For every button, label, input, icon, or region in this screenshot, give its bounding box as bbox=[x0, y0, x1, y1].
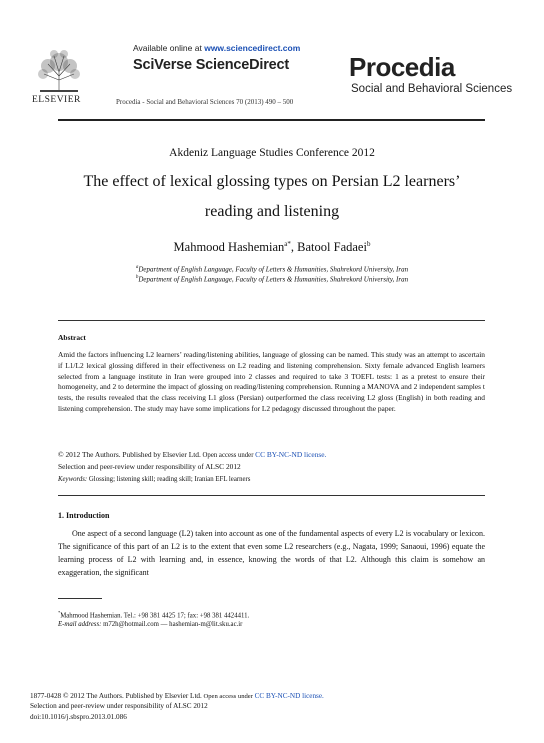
affiliation-a bbox=[0, 265, 544, 273]
copyright-notice bbox=[58, 450, 326, 473]
article-title-line-1: The effect of lexical glossing types on Persian L2 learners’ bbox=[83, 173, 461, 190]
footer-peer-review: Selection and peer-review under responsibility of ALSC 2012 bbox=[30, 702, 208, 710]
peer-review-text: Selection and peer-review under responsibility of ALSC 2012 bbox=[58, 461, 241, 471]
affiliation-b bbox=[0, 275, 544, 283]
section-heading: 1. Introduction bbox=[58, 511, 110, 520]
author-list bbox=[0, 240, 544, 255]
footnote-email bbox=[58, 621, 242, 628]
author-name: Mahmood Hashemian bbox=[173, 240, 285, 255]
procedia-subtitle: Social and Behavioral Sciences bbox=[351, 83, 513, 95]
footer-copyright: 1877-0428 © 2012 The Authors. Published by Elsevier Ltd. bbox=[30, 692, 202, 700]
keywords bbox=[58, 476, 250, 483]
procedia-logo: Procedia bbox=[349, 52, 455, 82]
footer-license-link[interactable]: CC BY-NC-ND license. bbox=[254, 692, 324, 700]
elsevier-wordmark: ELSEVIER bbox=[32, 95, 81, 105]
abstract-body: Amid the factors influencing L2 learners’ reading/listening abilities, language of glossing can be named. This study was an attempt to ascertain if L1/L2 lexical glossing differed in their effectiveness on L2 reading and listening comprehension. Sixty female advanced English learners selected from a language institute in Iran were grouped into 2 classes and required to take 3 TOEFL tests: 1 as a pretest to ensure their homogeneity, and 2 to determine the impact of glossing on reading/listening comprehension. Running a MANOVA and 2 independent samples t tests, the results revealed that the class receiving L1 gloss (Persian) outperformed the class receiving L2 gloss (English) in both reading and listening comprehension. The study may have some implications for L2 pedagogy discussed throughout the paper. bbox=[58, 350, 485, 413]
abstract-bottom-divider bbox=[58, 495, 485, 496]
journal-citation: Procedia - Social and Behavioral Sciences 70 (2013) 490 – 500 bbox=[116, 98, 294, 106]
email-address[interactable]: m72h@hotmail.com — hashemian-m@lit.sku.ac.ir bbox=[103, 621, 243, 628]
introduction-body: One aspect of a second language (L2) taken into account as one of the fundamental aspects of every L2 is vocabulary or lexicon. The significance of this part of an L2 is to the extent that even some L2 researchers (e.g., Nagata, 1999; Sanaoui, 1996) equate the learning process of L2 with learning and, in essence, knowing the words of that L2. Although this claim is somehow an exaggeration, the significant bbox=[58, 529, 485, 577]
affiliation-mark: b bbox=[135, 275, 139, 280]
affiliation-mark: a bbox=[135, 265, 139, 270]
footer-issn-line bbox=[30, 692, 324, 700]
author-name: Batool Fadaei bbox=[297, 240, 367, 255]
affiliation-text: Department of English Language, Faculty of Letters & Humanities, Shahrekord University, Iran bbox=[138, 265, 409, 274]
footnote-phone: Mahmood Hashemian. Tel.: +98 381 4425 17; fax: +98 381 4424411. bbox=[60, 612, 250, 620]
sciverse-logo: SciVerse ScienceDirect bbox=[133, 57, 290, 73]
footer-open-access: Open access under bbox=[201, 693, 255, 700]
author-separator: , bbox=[290, 240, 298, 255]
available-online bbox=[133, 43, 300, 53]
article-title-line-2: reading and listening bbox=[204, 203, 340, 220]
sciencedirect-link[interactable]: www.sciencedirect.com bbox=[204, 43, 301, 53]
abstract-heading: Abstract bbox=[58, 333, 86, 342]
keywords-label: Keywords: bbox=[58, 476, 88, 483]
conference-name: Akdeniz Language Studies Conference 2012 bbox=[169, 147, 375, 159]
abstract-top-divider bbox=[58, 320, 485, 321]
footer-doi[interactable]: doi:10.1016/j.sbspro.2013.01.086 bbox=[30, 713, 127, 721]
affiliation-text: Department of English Language, Faculty of Letters & Humanities, Shahrekord University, Iran bbox=[138, 275, 409, 284]
keywords-list: Glossing; listening skill; reading skill; Iranian EFL learners bbox=[87, 476, 251, 483]
elsevier-logo bbox=[30, 42, 88, 106]
header-divider bbox=[58, 119, 485, 121]
footnote-contact bbox=[58, 610, 249, 619]
license-link[interactable]: CC BY-NC-ND license. bbox=[255, 450, 327, 459]
author-affiliation-mark: b bbox=[366, 240, 371, 248]
available-online-label: Available online at bbox=[133, 43, 205, 53]
open-access-text: Open access under bbox=[200, 452, 256, 459]
email-label: E-mail address: bbox=[58, 621, 104, 628]
footnote-divider bbox=[58, 598, 102, 599]
copyright-text: © 2012 The Authors. Published by Elsevier Ltd. bbox=[58, 450, 201, 459]
footnote-mark: * bbox=[58, 610, 61, 615]
author-affiliation-mark: a* bbox=[284, 240, 291, 248]
